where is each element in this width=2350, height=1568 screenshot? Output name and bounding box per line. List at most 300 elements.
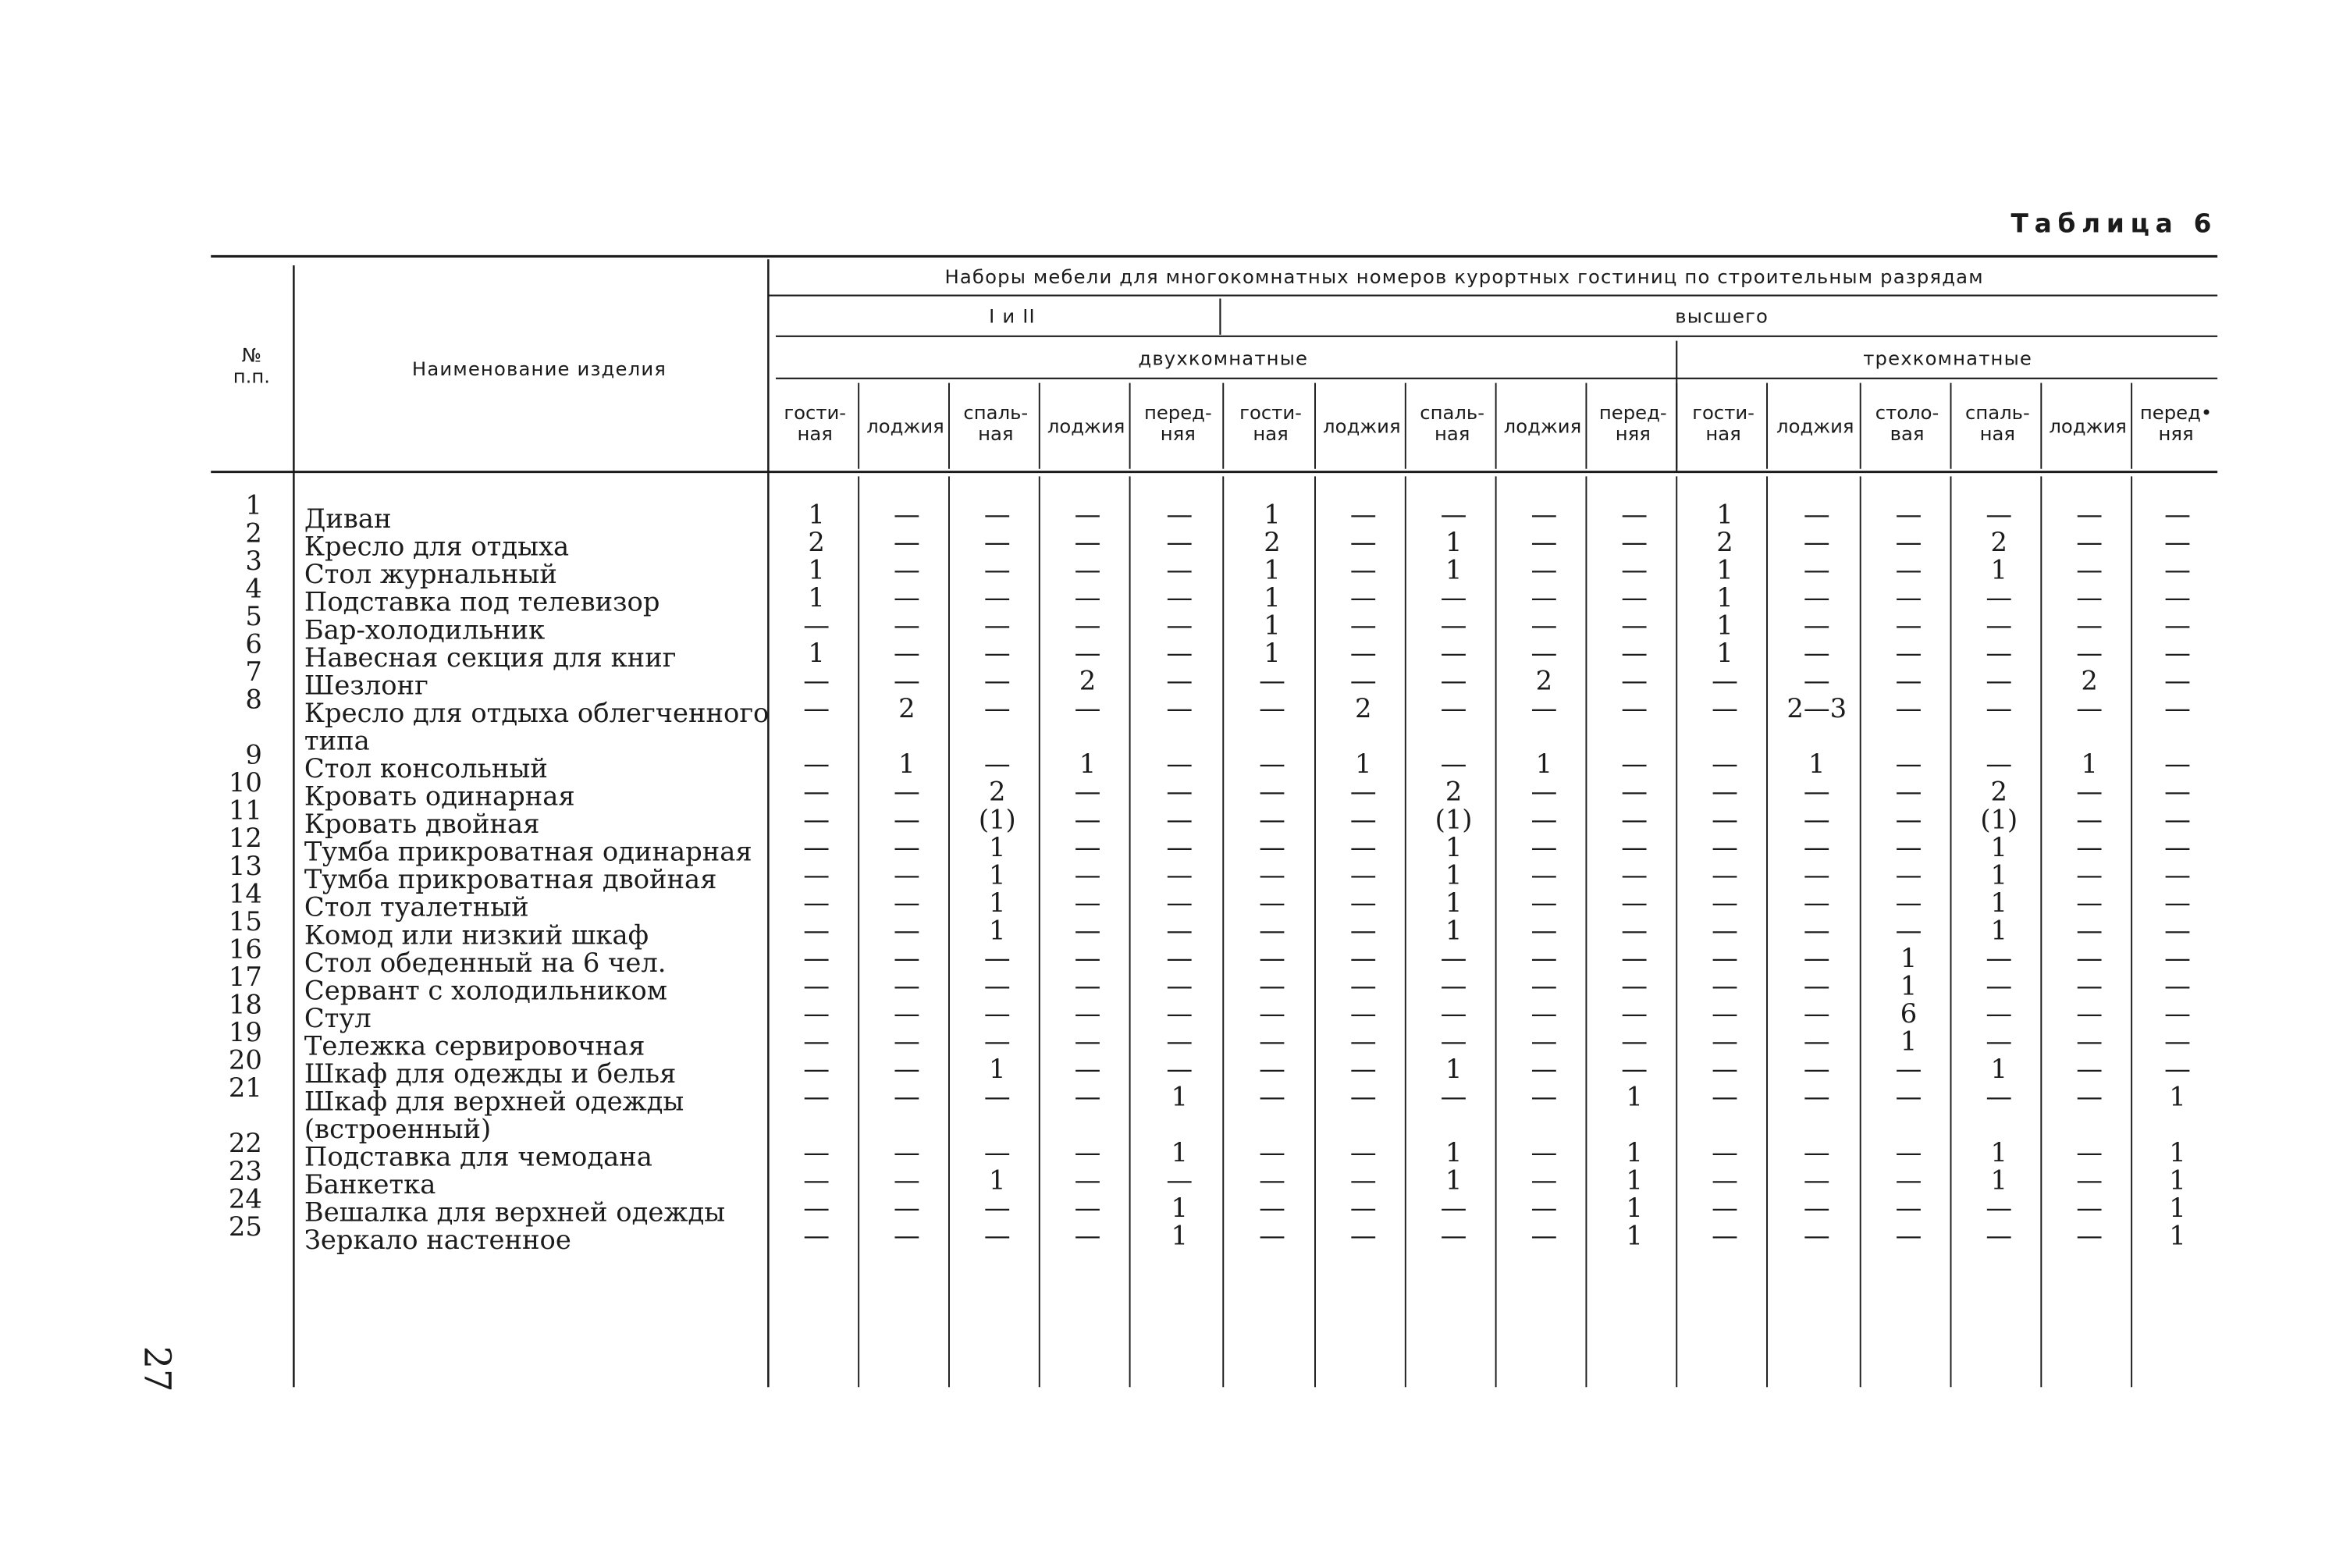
quantity-cell: — bbox=[1531, 804, 1558, 835]
quantity-cell: 1 bbox=[1716, 638, 1733, 669]
quantity-cell: — bbox=[1803, 831, 1830, 862]
quantity-cell: 2 bbox=[1264, 526, 1281, 557]
quantity-cell: — bbox=[1074, 554, 1101, 585]
quantity-cell: — bbox=[1440, 1192, 1467, 1223]
quantity-cell: 1 bbox=[1626, 1081, 1643, 1112]
quantity-cell: — bbox=[2164, 998, 2191, 1029]
quantity-cell: — bbox=[1531, 1026, 1558, 1057]
quantity-cell: — bbox=[2076, 693, 2103, 724]
quantity-cell: — bbox=[1803, 970, 1830, 1001]
row-number: 10 bbox=[228, 767, 262, 798]
room-column-label: гости-ная bbox=[1239, 401, 1302, 446]
quantity-cell: 2 bbox=[1445, 776, 1463, 807]
quantity-cell: — bbox=[1895, 804, 1922, 835]
quantity-cell: — bbox=[1349, 998, 1377, 1029]
product-name: Стол журнальный bbox=[304, 559, 557, 590]
quantity-cell: — bbox=[1621, 1054, 1648, 1085]
quantity-cell: — bbox=[1986, 638, 2013, 669]
quantity-cell: — bbox=[1986, 942, 2013, 974]
quantity-cell: — bbox=[1895, 1192, 1922, 1223]
quantity-cell: — bbox=[2164, 499, 2191, 530]
quantity-cell: 1 bbox=[1445, 1164, 1463, 1196]
quantity-cell: — bbox=[1440, 998, 1467, 1029]
quantity-cell: — bbox=[803, 1026, 830, 1057]
quantity-cell: — bbox=[1621, 665, 1648, 696]
quantity-cell: 2 bbox=[1355, 693, 1372, 724]
quantity-cell: — bbox=[803, 1136, 830, 1168]
quantity-cell: — bbox=[1440, 748, 1467, 780]
quantity-cell: — bbox=[1712, 1081, 1738, 1112]
quantity-cell: — bbox=[894, 970, 920, 1001]
row-number: 23 bbox=[228, 1155, 262, 1186]
room-column-headers bbox=[784, 401, 2212, 445]
quantity-cell: (1) bbox=[978, 804, 1016, 835]
quantity-cell: — bbox=[1349, 804, 1377, 835]
quantity-cell: — bbox=[2164, 665, 2191, 696]
quantity-cell: 1 bbox=[1171, 1081, 1189, 1112]
quantity-cell: — bbox=[894, 1081, 920, 1112]
quantity-cell: — bbox=[1259, 831, 1285, 862]
quantity-cell: — bbox=[983, 581, 1011, 613]
quantity-cell: — bbox=[1621, 581, 1648, 613]
number-column-label: № bbox=[241, 343, 261, 367]
quantity-cell: — bbox=[1895, 499, 1922, 530]
quantity-cell: — bbox=[1803, 665, 1830, 696]
quantity-cell: — bbox=[2164, 915, 2191, 946]
quantity-cell: — bbox=[1986, 581, 2013, 613]
quantity-cell: 1 bbox=[1445, 887, 1463, 918]
quantity-cell: — bbox=[894, 998, 920, 1029]
quantity-cell: — bbox=[803, 859, 830, 891]
quantity-cell: 6 bbox=[1900, 998, 1918, 1029]
quantity-cell: — bbox=[1531, 526, 1558, 557]
quantity-cell: — bbox=[2164, 1026, 2191, 1057]
quantity-cell: — bbox=[1440, 1081, 1467, 1112]
quantity-cell: — bbox=[1349, 887, 1377, 918]
quantity-cell: — bbox=[1259, 1054, 1285, 1085]
quantity-cell: — bbox=[1803, 554, 1830, 585]
quantity-cell: — bbox=[1166, 776, 1193, 807]
quantity-cell: — bbox=[2076, 942, 2103, 974]
quantity-cell: 1 bbox=[1264, 499, 1281, 530]
quantity-cell: — bbox=[803, 1081, 830, 1112]
quantity-cell: 1 bbox=[1535, 748, 1553, 780]
row-number: 19 bbox=[228, 1017, 262, 1048]
quantity-cell: — bbox=[1803, 1081, 1830, 1112]
quantity-cell: — bbox=[1803, 942, 1830, 974]
room-column-label: гости-ная bbox=[1692, 401, 1755, 446]
quantity-cell: 1 bbox=[1716, 610, 1733, 641]
quantity-cell: — bbox=[1440, 693, 1467, 724]
quantity-cell: — bbox=[1531, 915, 1558, 946]
quantity-cell: — bbox=[1531, 581, 1558, 613]
row-number: 5 bbox=[245, 600, 262, 631]
quantity-cell: — bbox=[1259, 1220, 1285, 1251]
quantity-cell: 1 bbox=[2169, 1192, 2186, 1223]
name-column-label: Наименование изделия bbox=[411, 357, 667, 381]
product-name: Кресло для отдыха bbox=[304, 531, 570, 562]
quantity-cell: 1 bbox=[1445, 1054, 1463, 1085]
quantity-cell: 1 bbox=[988, 887, 1006, 918]
quantity-cell: — bbox=[1440, 581, 1467, 613]
grade-header-1-2: I и II bbox=[989, 304, 1036, 328]
quantity-cell: — bbox=[1074, 1054, 1101, 1085]
quantity-cell: 1 bbox=[988, 915, 1006, 946]
quantity-cell: — bbox=[1712, 665, 1738, 696]
quantity-cell: — bbox=[894, 665, 920, 696]
quantity-cell: — bbox=[1895, 1220, 1922, 1251]
quantity-cell: — bbox=[1531, 1164, 1558, 1196]
quantity-cell: — bbox=[1712, 859, 1738, 891]
quantity-cell: — bbox=[983, 942, 1011, 974]
quantity-cell: — bbox=[1712, 998, 1738, 1029]
quantity-cell: — bbox=[894, 1136, 920, 1168]
quantity-cell: — bbox=[1803, 1136, 1830, 1168]
product-name: Вешалка для верхней одежды bbox=[304, 1196, 726, 1228]
quantity-cell: — bbox=[1259, 915, 1285, 946]
product-name: Стол туалетный bbox=[304, 891, 529, 923]
quantity-cell: — bbox=[1712, 970, 1738, 1001]
quantity-cell: — bbox=[1895, 1136, 1922, 1168]
product-name: Стол консольный bbox=[304, 752, 548, 784]
quantity-cell: — bbox=[1531, 1192, 1558, 1223]
quantity-cell: — bbox=[1895, 526, 1922, 557]
quantity-cell: — bbox=[2076, 526, 2103, 557]
quantity-cell: — bbox=[1074, 1026, 1101, 1057]
quantity-cell: — bbox=[1074, 998, 1101, 1029]
quantity-cell: — bbox=[803, 915, 830, 946]
quantity-cell: — bbox=[1803, 1220, 1830, 1251]
product-name: Тумба прикроватная двойная bbox=[304, 864, 717, 895]
quantity-cell: — bbox=[803, 970, 830, 1001]
quantity-cell: — bbox=[1895, 554, 1922, 585]
quantity-cell: — bbox=[1895, 1081, 1922, 1112]
quantity-cell: — bbox=[1803, 804, 1830, 835]
quantity-cell: — bbox=[2164, 693, 2191, 724]
quantity-cell: 1 bbox=[2081, 748, 2098, 780]
quantity-cell: — bbox=[1166, 942, 1193, 974]
quantity-cell: — bbox=[1074, 887, 1101, 918]
quantity-cell: 2 bbox=[1990, 776, 2008, 807]
quantity-cell: 1 bbox=[1716, 499, 1733, 530]
quantity-cell: — bbox=[803, 1220, 830, 1251]
quantity-cell: — bbox=[1440, 610, 1467, 641]
quantity-cell: — bbox=[1621, 970, 1648, 1001]
quantity-cell: — bbox=[1531, 499, 1558, 530]
quantity-cell: 1 bbox=[2169, 1136, 2186, 1168]
quantity-cell: — bbox=[1895, 887, 1922, 918]
quantity-cell: — bbox=[2164, 776, 2191, 807]
quantity-cell: — bbox=[1712, 804, 1738, 835]
row-number: 8 bbox=[245, 684, 262, 715]
room-column-label: спаль-ная bbox=[1420, 401, 1485, 446]
quantity-cell: — bbox=[1259, 1026, 1285, 1057]
quantity-cell: — bbox=[1986, 693, 2013, 724]
room-column-label: столо-вая bbox=[1875, 401, 1939, 446]
quantity-cell: — bbox=[1895, 748, 1922, 780]
quantity-cell: — bbox=[1895, 638, 1922, 669]
quantity-cell: — bbox=[1986, 1192, 2013, 1223]
room-column-label: спаль-ная bbox=[1964, 401, 2030, 446]
quantity-cell: — bbox=[983, 998, 1011, 1029]
room-column-label: лоджия bbox=[866, 414, 944, 438]
quantity-cell: — bbox=[983, 748, 1011, 780]
quantity-cell: 2 bbox=[1535, 665, 1553, 696]
quantity-cell: 1 bbox=[1990, 887, 2008, 918]
quantity-cell: 1 bbox=[1990, 1164, 2008, 1196]
quantity-cell: — bbox=[803, 1192, 830, 1223]
quantity-cell: — bbox=[1074, 526, 1101, 557]
quantity-cell: — bbox=[1259, 693, 1285, 724]
quantity-cell: — bbox=[1166, 748, 1193, 780]
quantity-cell: 1 bbox=[1990, 554, 2008, 585]
quantity-cell: — bbox=[1803, 1026, 1830, 1057]
quantity-cell: (1) bbox=[1980, 804, 2018, 835]
quantity-cell: — bbox=[1440, 1220, 1467, 1251]
row-number: 14 bbox=[228, 878, 262, 909]
quantity-cell: — bbox=[2076, 998, 2103, 1029]
quantity-cell: 1 bbox=[988, 831, 1006, 862]
quantity-cell: — bbox=[983, 1026, 1011, 1057]
quantity-cell: 1 bbox=[988, 1054, 1006, 1085]
quantity-cell: — bbox=[2164, 638, 2191, 669]
quantity-cell: — bbox=[1259, 748, 1285, 780]
quantity-cell: 1 bbox=[1626, 1136, 1643, 1168]
quantity-cell: — bbox=[1803, 499, 1830, 530]
quantity-cell: — bbox=[1259, 942, 1285, 974]
quantity-cell: — bbox=[894, 942, 920, 974]
product-name: Диван bbox=[304, 503, 392, 535]
quantity-cell: 2 bbox=[2081, 665, 2098, 696]
quantity-cell: — bbox=[1531, 998, 1558, 1029]
quantity-cell: — bbox=[2076, 1026, 2103, 1057]
quantity-cell: — bbox=[2076, 499, 2103, 530]
quantity-cell: — bbox=[983, 1136, 1011, 1168]
quantity-cell: — bbox=[1349, 1192, 1377, 1223]
quantity-cell: — bbox=[1712, 1192, 1738, 1223]
quantity-cell: — bbox=[1349, 1164, 1377, 1196]
quantity-cell: — bbox=[1440, 942, 1467, 974]
quantity-cell: — bbox=[1074, 638, 1101, 669]
quantity-cell: — bbox=[2164, 554, 2191, 585]
quantity-cell: — bbox=[983, 638, 1011, 669]
quantity-cell: — bbox=[2076, 831, 2103, 862]
table-caption bbox=[2011, 208, 2218, 238]
row-number: 24 bbox=[228, 1183, 262, 1214]
quantity-cell: — bbox=[1349, 970, 1377, 1001]
quantity-cell: — bbox=[1531, 610, 1558, 641]
quantity-cell: — bbox=[803, 831, 830, 862]
quantity-cell: — bbox=[1621, 942, 1648, 974]
quantity-cell: 1 bbox=[1626, 1192, 1643, 1223]
quantity-cell: — bbox=[1166, 1026, 1193, 1057]
quantity-cell: — bbox=[1074, 693, 1101, 724]
product-name: Кровать двойная bbox=[304, 809, 540, 840]
quantity-cell: — bbox=[1074, 942, 1101, 974]
row-number: 16 bbox=[228, 933, 262, 965]
two-room-header: двухкомнатные bbox=[1138, 347, 1309, 370]
quantity-cell: — bbox=[1621, 804, 1648, 835]
quantity-cell: — bbox=[1074, 1220, 1101, 1251]
quantity-cell: — bbox=[1895, 1164, 1922, 1196]
quantity-cell: — bbox=[1531, 831, 1558, 862]
quantity-cell: 1 bbox=[808, 554, 825, 585]
quantity-cell: — bbox=[1259, 776, 1285, 807]
quantity-cell: — bbox=[1621, 526, 1648, 557]
quantity-cell: — bbox=[1712, 776, 1738, 807]
quantity-cell: — bbox=[894, 804, 920, 835]
quantity-cell: 1 bbox=[898, 748, 915, 780]
product-name: Шкаф для верхней одежды (встроенный) bbox=[304, 1086, 684, 1145]
quantity-cell: — bbox=[983, 665, 1011, 696]
quantity-cell: — bbox=[983, 970, 1011, 1001]
quantity-cell: — bbox=[1259, 970, 1285, 1001]
quantity-cell: — bbox=[1803, 1192, 1830, 1223]
row-number: 2 bbox=[245, 517, 262, 549]
quantity-cell: — bbox=[1166, 665, 1193, 696]
quantity-cell: — bbox=[894, 581, 920, 613]
quantity-cell: — bbox=[894, 831, 920, 862]
quantity-cell: — bbox=[1986, 970, 2013, 1001]
quantity-cell: — bbox=[1712, 915, 1738, 946]
table-row bbox=[229, 1128, 2186, 1172]
quantity-cell: — bbox=[1166, 859, 1193, 891]
quantity-cell: 1 bbox=[1445, 526, 1463, 557]
quantity-cell: — bbox=[1166, 915, 1193, 946]
quantity-cell: — bbox=[803, 887, 830, 918]
quantity-cell: — bbox=[1621, 859, 1648, 891]
quantity-cell: — bbox=[1621, 554, 1648, 585]
quantity-cell: — bbox=[1895, 859, 1922, 891]
quantity-cell: — bbox=[1621, 638, 1648, 669]
quantity-cell: — bbox=[2076, 554, 2103, 585]
quantity-cell: 2 bbox=[1990, 526, 2008, 557]
quantity-cell: 1 bbox=[808, 581, 825, 613]
quantity-cell: — bbox=[1621, 1026, 1648, 1057]
row-number: 17 bbox=[228, 961, 262, 992]
quantity-cell: — bbox=[1259, 998, 1285, 1029]
quantity-cell: — bbox=[1712, 1164, 1738, 1196]
quantity-cell: 1 bbox=[1990, 831, 2008, 862]
quantity-cell: 1 bbox=[1445, 1136, 1463, 1168]
quantity-cell: — bbox=[1803, 526, 1830, 557]
product-name: Стол обеденный на 6 чел. bbox=[304, 947, 667, 978]
quantity-cell: — bbox=[1986, 610, 2013, 641]
quantity-cell: — bbox=[2076, 970, 2103, 1001]
table-row bbox=[245, 684, 2191, 756]
quantity-cell: — bbox=[1712, 1026, 1738, 1057]
quantity-cell: — bbox=[1531, 859, 1558, 891]
room-column-label: перед-няя bbox=[1598, 401, 1667, 446]
quantity-cell: — bbox=[1531, 1081, 1558, 1112]
quantity-cell: — bbox=[1803, 859, 1830, 891]
quantity-cell: — bbox=[803, 693, 830, 724]
table-body bbox=[229, 490, 2191, 1256]
quantity-cell: — bbox=[1349, 859, 1377, 891]
quantity-cell: — bbox=[1349, 499, 1377, 530]
quantity-cell: — bbox=[1621, 831, 1648, 862]
page-number: 27 bbox=[136, 1346, 179, 1392]
quantity-cell: 1 bbox=[1900, 942, 1918, 974]
product-name: Тележка сервировочная bbox=[304, 1030, 645, 1061]
quantity-cell: 1 bbox=[1445, 554, 1463, 585]
quantity-cell: — bbox=[1349, 638, 1377, 669]
quantity-cell: — bbox=[894, 1220, 920, 1251]
quantity-cell: 1 bbox=[1264, 554, 1281, 585]
quantity-cell: — bbox=[894, 638, 920, 669]
quantity-cell: — bbox=[1349, 526, 1377, 557]
quantity-cell: — bbox=[2076, 804, 2103, 835]
quantity-cell: — bbox=[1712, 1136, 1738, 1168]
quantity-cell: — bbox=[1349, 915, 1377, 946]
quantity-cell: 1 bbox=[1264, 610, 1281, 641]
quantity-cell: — bbox=[1531, 1054, 1558, 1085]
quantity-cell: — bbox=[2076, 1164, 2103, 1196]
quantity-cell: — bbox=[983, 554, 1011, 585]
quantity-cell: 1 bbox=[1626, 1220, 1643, 1251]
quantity-cell: — bbox=[803, 776, 830, 807]
quantity-cell: — bbox=[894, 776, 920, 807]
product-name: Подставка под телевизор bbox=[304, 586, 660, 617]
quantity-cell: — bbox=[1074, 1136, 1101, 1168]
quantity-cell: — bbox=[1986, 665, 2013, 696]
quantity-cell: — bbox=[1621, 776, 1648, 807]
product-name: Бар-холодильник bbox=[304, 614, 546, 645]
product-name: Сервант с холодильником bbox=[304, 975, 668, 1006]
quantity-cell: 1 bbox=[1445, 859, 1463, 891]
quantity-cell: — bbox=[894, 1192, 920, 1223]
quantity-cell: 1 bbox=[808, 638, 825, 669]
quantity-cell: — bbox=[1986, 1081, 2013, 1112]
quantity-cell: 1 bbox=[1990, 859, 2008, 891]
quantity-cell: — bbox=[1895, 693, 1922, 724]
quantity-cell: — bbox=[2076, 1054, 2103, 1085]
quantity-cell: — bbox=[2076, 859, 2103, 891]
quantity-cell: — bbox=[1349, 1026, 1377, 1057]
quantity-cell: — bbox=[983, 1220, 1011, 1251]
quantity-cell: — bbox=[1895, 831, 1922, 862]
quantity-cell: — bbox=[1074, 499, 1101, 530]
quantity-cell: — bbox=[1074, 915, 1101, 946]
quantity-cell: 2 bbox=[808, 526, 825, 557]
quantity-cell: — bbox=[1986, 499, 2013, 530]
quantity-cell: — bbox=[1166, 1164, 1193, 1196]
quantity-cell: 1 bbox=[1808, 748, 1826, 780]
row-number: 15 bbox=[228, 905, 262, 937]
room-column-label: перед-няя bbox=[1143, 401, 1212, 446]
quantity-cell: — bbox=[1074, 859, 1101, 891]
quantity-cell: — bbox=[2164, 804, 2191, 835]
quantity-cell: — bbox=[1895, 665, 1922, 696]
quantity-cell: — bbox=[1074, 1192, 1101, 1223]
quantity-cell: — bbox=[2076, 1081, 2103, 1112]
quantity-cell: — bbox=[2076, 581, 2103, 613]
quantity-cell: — bbox=[1074, 581, 1101, 613]
quantity-cell: — bbox=[2076, 887, 2103, 918]
product-name: Тумба прикроватная одинарная bbox=[304, 836, 752, 867]
row-number: 7 bbox=[245, 656, 262, 687]
room-column-label: лоджия bbox=[1776, 414, 1854, 438]
quantity-cell: — bbox=[983, 499, 1011, 530]
quantity-cell: — bbox=[1803, 1164, 1830, 1196]
room-column-label: лоджия bbox=[2049, 414, 2127, 438]
quantity-cell: — bbox=[1531, 1136, 1558, 1168]
quantity-cell: — bbox=[1803, 915, 1830, 946]
quantity-cell: — bbox=[1803, 887, 1830, 918]
quantity-cell: 1 bbox=[1626, 1164, 1643, 1196]
quantity-cell: — bbox=[983, 1081, 1011, 1112]
quantity-cell: 1 bbox=[988, 1164, 1006, 1196]
